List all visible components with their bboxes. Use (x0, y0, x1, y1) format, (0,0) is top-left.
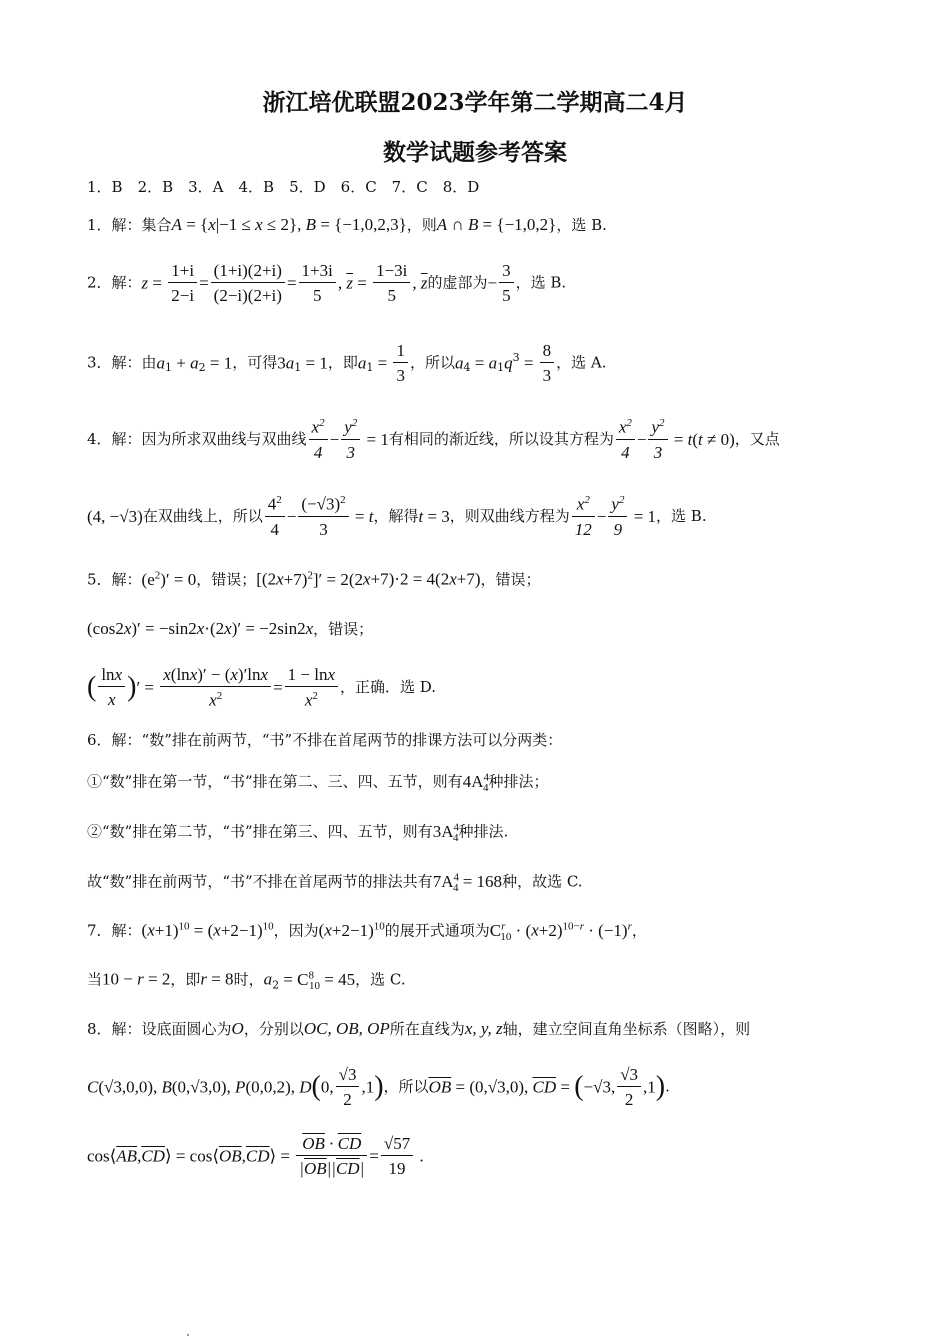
solution-2: 2．解：z = $\frac{1+i}{2-i}$ = $\frac{(1+i)(2+i)}{(2-i)(2+i)}$ = $\frac{1+3i}{5}$ , $\overline{z}$ = $\frac{1-3i}{5}$ , $\overline{z}$的虚部为− $\frac{3}{5}$ ，选 B. (87, 261, 567, 305)
solution-4-line-1: 4．解：因为所求双曲线与双曲线 $\frac{x^2}{4}$ − $\frac{y^2}{3}$ = 1有相同的渐近线，所以设其方程为 $\frac{x^2}{4}$ − $\frac{y^2}{3}$ = t(t ≠ 0)，又点 (87, 417, 780, 462)
solution-8-line-3: $\cos⟨\overline{AB},\overline{CD}⟩$ = $\cos⟨\overline{OB},\overline{CD}⟩$ = $\frac{\overline{OB} \cdot \overline{CD}}{|\overline{OB}||\overline{CD}|}$ = $\frac{√57}{19}$ . (87, 1134, 424, 1178)
solution-8-line-1: 8．解：设底面圆心为O，分别以OC, OB, OP所在直线为x, y, z轴，建立空间直角坐标系（图略），则 (87, 1019, 751, 1038)
solution-3: 3．解：由$a_1 + a_2 = 1$，可得$3a_1 = 1$，即$a_1$ = $\frac{1}{3}$ ，所以$a_4 = a_1q^3$ = $\frac{8}{3}$ ，选 A. (87, 341, 607, 385)
solution-7-line-2: 当10 − r = 2，即r = 8时，$a_2 = C^8_{10} = 45$，选 C. (87, 969, 406, 993)
solution-6-line-1: 6．解：“数”排在前两节，“书”不排在首尾两节的排课方法可以分两类： (87, 731, 563, 749)
solution-6-line-4: 故“数”排在前两节，“书”不排在首尾两节的排法共有$7A^4_4 = 168$种，故选 C. (87, 871, 583, 895)
answer-list: 1．B 2．B 3．A 4．B 5．D 6．C 7．C 8．D (87, 178, 480, 196)
solution-6-line-2: ①“数”排在第一节，“书”排在第二、三、四、五节，则有$4A^4_4$种排法； (87, 771, 549, 795)
page-mark (187, 1334, 189, 1336)
solution-6-line-3: ②“数”排在第二节，“书”排在第三、四、五节，则有$3A^4_4$种排法. (87, 821, 509, 845)
title-line-2: 数学试题参考答案 (383, 139, 567, 166)
solution-8-line-2: C(√3,0,0), B(0,√3,0), P(0,0,2), D(0, $\frac{√3}{2}$ ,1)，所以$\overline{OB} = (0,√3,0)$, $\overline{CD} = (-√3$, $\frac{√3}{2}$ ,1). (87, 1065, 670, 1109)
solution-5-line-1: 5．解：$(e^2)' = 0$，错误；$[(2x+7)^2]' = 2(2x+7)\cdot 2 = 4(2x+7)$，错误； (87, 569, 541, 589)
solution-7-line-1: 7．解：$(x+1)^{10} = (x+2-1)^{10}$，因为$(x+2-1)^{10}$的展开式通项为$C^r_{10} \cdot (x+2)^{10-r} \cdot (-1)^r$， (87, 920, 647, 944)
solution-1: 1．解：集合A = {x|−1 ≤ x ≤ 2}, B = {−1,0,2,3}，则A ∩ B = {−1,0,2}，选 B. (87, 215, 607, 234)
solution-4-line-2: (4, −√3)在双曲线上，所以 $\frac{4^2}{4}$ − $\frac{(-√3)^2}{3}$ = t，解得t = 3，则双曲线方程为 $\frac{x^2}{12}$ − $\frac{y^2}{9}$ = 1，选 B. (87, 494, 707, 539)
solution-5-line-2: (cos2x)′ = −sin2x·(2x)′ = −2sin2x，错误； (87, 619, 374, 638)
solution-5-line-3: ( $\frac{\ln x}{x}$ )′ = $\frac{x(\ln x)' - (x)'\ln x}{x^2}$ = $\frac{1 - \ln x}{x^2}$ ，正确．选 D. (87, 665, 437, 710)
title-line-1: 浙江培优联盟2023学年第二学期高二4月 (262, 89, 688, 116)
